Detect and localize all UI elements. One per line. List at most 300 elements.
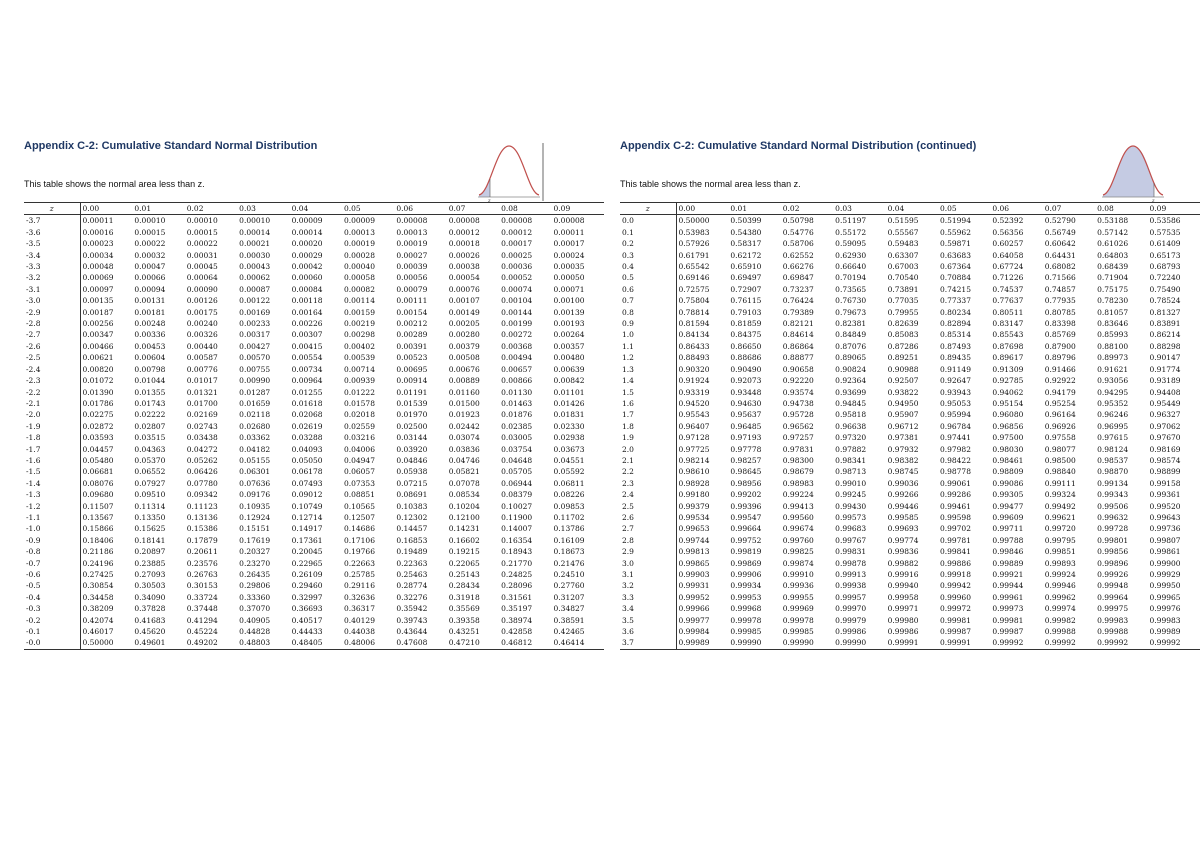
table-row bbox=[24, 569, 604, 580]
probability-cell: 0.00008 bbox=[553, 216, 585, 226]
probability-cell: 0.00027 bbox=[396, 250, 428, 260]
probability-cell: 0.59871 bbox=[939, 239, 971, 249]
z-value-cell: -1.7 bbox=[24, 444, 80, 455]
probability-cell: 0.99990 bbox=[833, 637, 885, 649]
probability-cell: 0.98983 bbox=[782, 478, 814, 488]
probability-cell: 0.99978 bbox=[730, 615, 762, 625]
probability-cell: 0.28774 bbox=[396, 581, 428, 591]
probability-cell: 0.99693 bbox=[887, 524, 919, 534]
probability-cell: 0.99893 bbox=[1044, 558, 1076, 568]
z-value-cell: 2.5 bbox=[620, 501, 676, 512]
probability-cell: 0.99942 bbox=[939, 581, 971, 591]
probability-cell: 0.99379 bbox=[678, 501, 710, 511]
probability-cell: 0.01130 bbox=[501, 387, 533, 397]
probability-cell: 0.00008 bbox=[501, 216, 533, 226]
probability-cell: 0.94062 bbox=[992, 387, 1024, 397]
z-table bbox=[24, 202, 604, 650]
probability-cell: 0.99836 bbox=[887, 547, 919, 557]
probability-cell: 0.98679 bbox=[782, 467, 814, 477]
probability-cell: 0.98956 bbox=[730, 478, 762, 488]
probability-cell: 0.99980 bbox=[887, 615, 919, 625]
probability-cell: 0.07927 bbox=[134, 478, 166, 488]
probability-cell: 0.99413 bbox=[782, 501, 814, 511]
probability-cell: 0.22663 bbox=[343, 558, 375, 568]
probability-cell: 0.11123 bbox=[186, 501, 218, 511]
probability-cell: 0.99632 bbox=[1097, 512, 1129, 522]
probability-cell: 0.97558 bbox=[1044, 433, 1076, 443]
probability-cell: 0.99962 bbox=[1044, 592, 1076, 602]
probability-cell: 0.91621 bbox=[1097, 364, 1129, 374]
probability-cell: 0.90147 bbox=[1149, 353, 1181, 363]
probability-cell: 0.99598 bbox=[939, 512, 971, 522]
probability-cell: 0.03593 bbox=[82, 433, 114, 443]
probability-cell: 0.01539 bbox=[396, 398, 428, 408]
probability-cell: 0.38974 bbox=[501, 615, 533, 625]
probability-cell: 0.71226 bbox=[992, 273, 1024, 283]
probability-cell: 0.37448 bbox=[186, 604, 218, 614]
probability-cell: 0.99788 bbox=[992, 535, 1024, 545]
probability-cell: 0.72907 bbox=[730, 284, 762, 294]
probability-cell: 0.05050 bbox=[291, 455, 323, 465]
probability-cell: 0.02222 bbox=[134, 410, 166, 420]
probability-cell: 0.99971 bbox=[887, 604, 919, 614]
probability-cell: 0.99985 bbox=[730, 627, 762, 637]
probability-cell: 0.29806 bbox=[239, 581, 271, 591]
probability-cell: 0.00368 bbox=[501, 341, 533, 351]
probability-cell: 0.43251 bbox=[448, 627, 480, 637]
page-title: Appendix C-2: Cumulative Standard Normal Distribution bbox=[24, 140, 318, 152]
probability-cell: 0.51197 bbox=[835, 216, 867, 226]
probability-cell: 0.00307 bbox=[291, 330, 323, 340]
probability-cell: 0.80234 bbox=[939, 307, 971, 317]
table-row bbox=[24, 329, 604, 340]
probability-cell: 0.01659 bbox=[239, 398, 271, 408]
probability-cell: 0.99991 bbox=[938, 637, 990, 649]
probability-cell: 0.33724 bbox=[186, 592, 218, 602]
probability-cell: 0.60642 bbox=[1044, 239, 1076, 249]
probability-cell: 0.00391 bbox=[396, 341, 428, 351]
table-row bbox=[24, 341, 604, 352]
probability-cell: 0.90320 bbox=[678, 364, 710, 374]
probability-cell: 0.00013 bbox=[343, 227, 375, 237]
probability-cell: 0.13136 bbox=[186, 512, 218, 522]
probability-cell: 0.00181 bbox=[134, 307, 166, 317]
probability-cell: 0.06057 bbox=[343, 467, 375, 477]
probability-cell: 0.01618 bbox=[291, 398, 323, 408]
probability-cell: 0.95728 bbox=[782, 410, 814, 420]
probability-cell: 0.00018 bbox=[448, 239, 480, 249]
probability-cell: 0.19489 bbox=[396, 547, 428, 557]
probability-cell: 0.54776 bbox=[782, 227, 814, 237]
probability-cell: 0.69146 bbox=[678, 273, 710, 283]
probability-cell: 0.99795 bbox=[1044, 535, 1076, 545]
probability-cell: 0.99976 bbox=[1149, 604, 1181, 614]
probability-cell: 0.84849 bbox=[835, 330, 867, 340]
z-value-cell: 0.6 bbox=[620, 284, 676, 295]
probability-cell: 0.74215 bbox=[939, 284, 971, 294]
table-row bbox=[620, 272, 1200, 283]
probability-cell: 0.45224 bbox=[186, 627, 218, 637]
z-value-cell: -0.7 bbox=[24, 558, 80, 569]
probability-cell: 0.66276 bbox=[782, 262, 814, 272]
probability-cell: 0.00047 bbox=[134, 262, 166, 272]
probability-cell: 0.00695 bbox=[396, 364, 428, 374]
table-row bbox=[620, 250, 1200, 261]
table-row bbox=[24, 250, 604, 261]
table-row bbox=[24, 558, 604, 569]
probability-cell: 0.59095 bbox=[835, 239, 867, 249]
probability-cell: 0.35569 bbox=[448, 604, 480, 614]
table-row bbox=[24, 364, 604, 375]
probability-cell: 0.97982 bbox=[939, 444, 971, 454]
z-value-cell: 2.8 bbox=[620, 535, 676, 546]
probability-cell: 0.99111 bbox=[1044, 478, 1076, 488]
z-value-cell: -0.4 bbox=[24, 592, 80, 603]
probability-cell: 0.85993 bbox=[1097, 330, 1129, 340]
z-marker-label: z bbox=[1152, 198, 1155, 203]
probability-cell: 0.00494 bbox=[501, 353, 533, 363]
z-value-cell: -2.1 bbox=[24, 398, 80, 409]
probability-cell: 0.01500 bbox=[448, 398, 480, 408]
probability-cell: 0.01160 bbox=[448, 387, 480, 397]
probability-cell: 0.98257 bbox=[730, 455, 762, 465]
probability-cell: 0.00755 bbox=[239, 364, 271, 374]
probability-cell: 0.74857 bbox=[1044, 284, 1076, 294]
probability-cell: 0.70884 bbox=[939, 273, 971, 283]
probability-cell: 0.69497 bbox=[730, 273, 762, 283]
probability-cell: 0.99711 bbox=[992, 524, 1024, 534]
probability-cell: 0.99158 bbox=[1149, 478, 1181, 488]
probability-cell: 0.09680 bbox=[82, 490, 114, 500]
probability-cell: 0.00021 bbox=[239, 239, 271, 249]
table-row bbox=[24, 409, 604, 420]
probability-cell: 0.42465 bbox=[553, 627, 585, 637]
probability-cell: 0.03362 bbox=[239, 433, 271, 443]
probability-cell: 0.00379 bbox=[448, 341, 480, 351]
probability-cell: 0.96638 bbox=[835, 421, 867, 431]
probability-cell: 0.00169 bbox=[239, 307, 271, 317]
probability-cell: 0.14686 bbox=[343, 524, 375, 534]
probability-cell: 0.00019 bbox=[343, 239, 375, 249]
probability-cell: 0.00066 bbox=[134, 273, 166, 283]
probability-cell: 0.86864 bbox=[782, 341, 814, 351]
probability-cell: 0.99986 bbox=[887, 627, 919, 637]
probability-cell: 0.08534 bbox=[448, 490, 480, 500]
probability-cell: 0.05592 bbox=[553, 467, 585, 477]
probability-cell: 0.68793 bbox=[1149, 262, 1181, 272]
probability-cell: 0.99953 bbox=[730, 592, 762, 602]
z-value-cell: 2.7 bbox=[620, 523, 676, 534]
probability-cell: 0.10027 bbox=[501, 501, 533, 511]
probability-cell: 0.00062 bbox=[239, 273, 271, 283]
z-value-cell: 0.4 bbox=[620, 261, 676, 272]
probability-cell: 0.99968 bbox=[730, 604, 762, 614]
probability-cell: 0.99819 bbox=[730, 547, 762, 557]
probability-cell: 0.00040 bbox=[343, 262, 375, 272]
probability-cell: 0.68082 bbox=[1044, 262, 1076, 272]
probability-cell: 0.99931 bbox=[678, 581, 710, 591]
probability-cell: 0.99950 bbox=[1149, 581, 1181, 591]
probability-cell: 0.01463 bbox=[501, 398, 533, 408]
probability-cell: 0.92220 bbox=[782, 376, 814, 386]
probability-cell: 0.04272 bbox=[186, 444, 218, 454]
table-row bbox=[24, 432, 604, 443]
probability-cell: 0.01222 bbox=[343, 387, 375, 397]
probability-cell: 0.01072 bbox=[82, 376, 114, 386]
probability-cell: 0.99906 bbox=[730, 570, 762, 579]
probability-cell: 0.99960 bbox=[939, 592, 971, 602]
probability-cell: 0.00226 bbox=[291, 319, 323, 329]
z-value-cell: 1.8 bbox=[620, 421, 676, 432]
probability-cell: 0.95994 bbox=[939, 410, 971, 420]
probability-cell: 0.98169 bbox=[1149, 444, 1181, 454]
z-value-cell: 1.7 bbox=[620, 409, 676, 420]
probability-cell: 0.00035 bbox=[553, 262, 585, 272]
probability-cell: 0.55172 bbox=[835, 227, 867, 237]
column-header: 0.03 bbox=[833, 203, 885, 215]
z-value-cell: -0.6 bbox=[24, 569, 80, 580]
probability-cell: 0.21770 bbox=[501, 558, 533, 568]
probability-cell: 0.77035 bbox=[887, 296, 919, 306]
z-marker-label: z bbox=[488, 198, 491, 203]
column-header: 0.08 bbox=[1095, 203, 1147, 215]
probability-cell: 0.00038 bbox=[448, 262, 480, 272]
probability-cell: 0.06301 bbox=[239, 467, 271, 477]
probability-cell: 0.04846 bbox=[396, 455, 428, 465]
probability-cell: 0.46812 bbox=[499, 637, 551, 649]
probability-cell: 0.02619 bbox=[291, 421, 323, 431]
probability-cell: 0.99825 bbox=[782, 547, 814, 557]
probability-cell: 0.12302 bbox=[396, 512, 428, 522]
probability-cell: 0.00336 bbox=[134, 330, 166, 340]
probability-cell: 0.84614 bbox=[782, 330, 814, 340]
probability-cell: 0.90658 bbox=[782, 364, 814, 374]
probability-cell: 0.00060 bbox=[291, 273, 323, 283]
probability-cell: 0.23576 bbox=[186, 558, 218, 568]
probability-cell: 0.21186 bbox=[82, 547, 114, 557]
probability-cell: 0.95637 bbox=[730, 410, 762, 420]
probability-cell: 0.03754 bbox=[501, 444, 533, 454]
probability-cell: 0.02385 bbox=[501, 421, 533, 431]
probability-cell: 0.00084 bbox=[291, 284, 323, 294]
table-row bbox=[24, 489, 604, 500]
z-table bbox=[620, 202, 1200, 650]
probability-cell: 0.31918 bbox=[448, 592, 480, 602]
probability-cell: 0.00621 bbox=[82, 353, 114, 363]
probability-cell: 0.03074 bbox=[448, 433, 480, 443]
probability-cell: 0.99948 bbox=[1097, 581, 1129, 591]
column-header: 0.07 bbox=[1043, 203, 1095, 215]
probability-cell: 0.99343 bbox=[1097, 490, 1129, 500]
probability-cell: 0.00010 bbox=[239, 216, 271, 226]
probability-cell: 0.20897 bbox=[134, 547, 166, 557]
probability-cell: 0.15386 bbox=[186, 524, 218, 534]
probability-cell: 0.03836 bbox=[448, 444, 480, 454]
probability-cell: 0.27093 bbox=[134, 570, 166, 579]
probability-cell: 0.73891 bbox=[887, 284, 919, 294]
normal-curve-left-tail bbox=[476, 141, 548, 203]
probability-cell: 0.00104 bbox=[501, 296, 533, 306]
probability-cell: 0.00017 bbox=[501, 239, 533, 249]
z-value-cell: 1.5 bbox=[620, 387, 676, 398]
probability-cell: 0.55567 bbox=[887, 227, 919, 237]
table-row bbox=[24, 535, 604, 546]
probability-cell: 0.99992 bbox=[1043, 637, 1095, 649]
z-value-cell: 3.6 bbox=[620, 626, 676, 637]
probability-cell: 0.50798 bbox=[782, 216, 814, 226]
probability-cell: 0.00043 bbox=[239, 262, 271, 272]
probability-cell: 0.99736 bbox=[1149, 524, 1181, 534]
probability-cell: 0.99653 bbox=[678, 524, 710, 534]
probability-cell: 0.99992 bbox=[990, 637, 1042, 649]
probability-cell: 0.72240 bbox=[1149, 273, 1181, 283]
probability-cell: 0.00054 bbox=[448, 273, 480, 283]
probability-cell: 0.99910 bbox=[782, 570, 814, 579]
table-row bbox=[24, 238, 604, 249]
probability-cell: 0.90490 bbox=[730, 364, 762, 374]
probability-cell: 0.18141 bbox=[134, 535, 166, 545]
probability-cell: 0.07078 bbox=[448, 478, 480, 488]
table-row bbox=[24, 295, 604, 306]
probability-cell: 0.00045 bbox=[186, 262, 218, 272]
probability-cell: 0.00048 bbox=[82, 262, 114, 272]
probability-cell: 0.99924 bbox=[1044, 570, 1076, 579]
probability-cell: 0.00050 bbox=[553, 273, 585, 283]
probability-cell: 0.38591 bbox=[553, 615, 585, 625]
table-row bbox=[620, 615, 1200, 626]
probability-cell: 0.07215 bbox=[396, 478, 428, 488]
probability-cell: 0.00135 bbox=[82, 296, 114, 306]
probability-cell: 0.00990 bbox=[239, 376, 271, 386]
probability-cell: 0.00570 bbox=[239, 353, 271, 363]
probability-cell: 0.00587 bbox=[186, 353, 218, 363]
probability-cell: 0.32276 bbox=[396, 592, 428, 602]
probability-cell: 0.89065 bbox=[835, 353, 867, 363]
probability-cell: 0.31207 bbox=[553, 592, 585, 602]
table-row bbox=[620, 318, 1200, 329]
probability-cell: 0.61026 bbox=[1097, 239, 1129, 249]
probability-cell: 0.99964 bbox=[1097, 592, 1129, 602]
probability-cell: 0.65173 bbox=[1149, 250, 1181, 260]
probability-cell: 0.02442 bbox=[448, 421, 480, 431]
probability-cell: 0.88298 bbox=[1149, 341, 1181, 351]
probability-cell: 0.98840 bbox=[1044, 467, 1076, 477]
z-value-cell: -1.5 bbox=[24, 466, 80, 477]
z-value-cell: 0.9 bbox=[620, 318, 676, 329]
probability-cell: 0.98030 bbox=[992, 444, 1024, 454]
probability-cell: 0.95154 bbox=[992, 398, 1024, 408]
probability-cell: 0.52790 bbox=[1044, 216, 1076, 226]
probability-cell: 0.98928 bbox=[678, 478, 710, 488]
probability-cell: 0.04363 bbox=[134, 444, 166, 454]
column-header: 0.01 bbox=[132, 203, 184, 215]
probability-cell: 0.99813 bbox=[678, 547, 710, 557]
probability-cell: 0.85083 bbox=[887, 330, 919, 340]
probability-cell: 0.77935 bbox=[1044, 296, 1076, 306]
table-row bbox=[620, 284, 1200, 295]
probability-cell: 0.00866 bbox=[501, 376, 533, 386]
table-row bbox=[620, 329, 1200, 340]
probability-cell: 0.99728 bbox=[1097, 524, 1129, 534]
probability-cell: 0.92647 bbox=[939, 376, 971, 386]
probability-cell: 0.00025 bbox=[501, 250, 533, 260]
probability-cell: 0.93189 bbox=[1149, 376, 1181, 386]
probability-cell: 0.99547 bbox=[730, 512, 762, 522]
probability-cell: 0.97193 bbox=[730, 433, 762, 443]
probability-cell: 0.99869 bbox=[730, 558, 762, 568]
z-value-cell: 3.2 bbox=[620, 580, 676, 591]
probability-cell: 0.98341 bbox=[835, 455, 867, 465]
probability-cell: 0.36693 bbox=[291, 604, 323, 614]
probability-cell: 0.00842 bbox=[553, 376, 585, 386]
probability-cell: 0.99461 bbox=[939, 501, 971, 511]
probability-cell: 0.99781 bbox=[939, 535, 971, 545]
table-row bbox=[24, 375, 604, 386]
probability-cell: 0.89435 bbox=[939, 353, 971, 363]
probability-cell: 0.00013 bbox=[396, 227, 428, 237]
probability-cell: 0.04006 bbox=[343, 444, 375, 454]
probability-cell: 0.00639 bbox=[553, 364, 585, 374]
probability-cell: 0.16602 bbox=[448, 535, 480, 545]
probability-cell: 0.00326 bbox=[186, 330, 218, 340]
probability-cell: 0.03515 bbox=[134, 433, 166, 443]
shaded-area bbox=[1103, 146, 1154, 197]
probability-cell: 0.96562 bbox=[782, 421, 814, 431]
table-row bbox=[24, 580, 604, 591]
probability-cell: 0.99245 bbox=[835, 490, 867, 500]
probability-cell: 0.94520 bbox=[678, 398, 710, 408]
z-value-cell: -1.1 bbox=[24, 512, 80, 523]
probability-cell: 0.14007 bbox=[501, 524, 533, 534]
probability-cell: 0.15866 bbox=[82, 524, 114, 534]
probability-cell: 0.02018 bbox=[343, 410, 375, 420]
probability-cell: 0.00012 bbox=[501, 227, 533, 237]
probability-cell: 0.00087 bbox=[239, 284, 271, 294]
probability-cell: 0.99965 bbox=[1149, 592, 1181, 602]
column-header: 0.02 bbox=[185, 203, 237, 215]
z-value-cell: 1.3 bbox=[620, 364, 676, 375]
probability-cell: 0.20045 bbox=[291, 547, 323, 557]
probability-cell: 0.17361 bbox=[291, 535, 323, 545]
probability-cell: 0.29460 bbox=[291, 581, 323, 591]
probability-cell: 0.16109 bbox=[553, 535, 585, 545]
probability-cell: 0.92364 bbox=[835, 376, 867, 386]
probability-cell: 0.48405 bbox=[290, 637, 342, 649]
z-value-cell: -2.5 bbox=[24, 352, 80, 363]
probability-cell: 0.53983 bbox=[678, 227, 710, 237]
probability-cell: 0.99506 bbox=[1097, 501, 1129, 511]
table-row bbox=[24, 215, 604, 227]
probability-cell: 0.00042 bbox=[291, 262, 323, 272]
probability-cell: 0.99224 bbox=[782, 490, 814, 500]
probability-cell: 0.99990 bbox=[728, 637, 780, 649]
z-value-cell: -3.6 bbox=[24, 227, 80, 238]
probability-cell: 0.01831 bbox=[553, 410, 585, 420]
z-column-header: z bbox=[24, 203, 80, 215]
probability-cell: 0.56356 bbox=[992, 227, 1024, 237]
probability-cell: 0.41294 bbox=[186, 615, 218, 625]
z-value-cell: 1.9 bbox=[620, 432, 676, 443]
probability-cell: 0.78230 bbox=[1097, 296, 1129, 306]
probability-cell: 0.97932 bbox=[887, 444, 919, 454]
probability-cell: 0.48006 bbox=[342, 637, 394, 649]
probability-cell: 0.00415 bbox=[291, 341, 323, 351]
probability-cell: 0.99477 bbox=[992, 501, 1024, 511]
probability-cell: 0.01255 bbox=[291, 387, 323, 397]
probability-cell: 0.98422 bbox=[939, 455, 971, 465]
probability-cell: 0.99921 bbox=[992, 570, 1024, 579]
probability-cell: 0.57142 bbox=[1097, 227, 1129, 237]
